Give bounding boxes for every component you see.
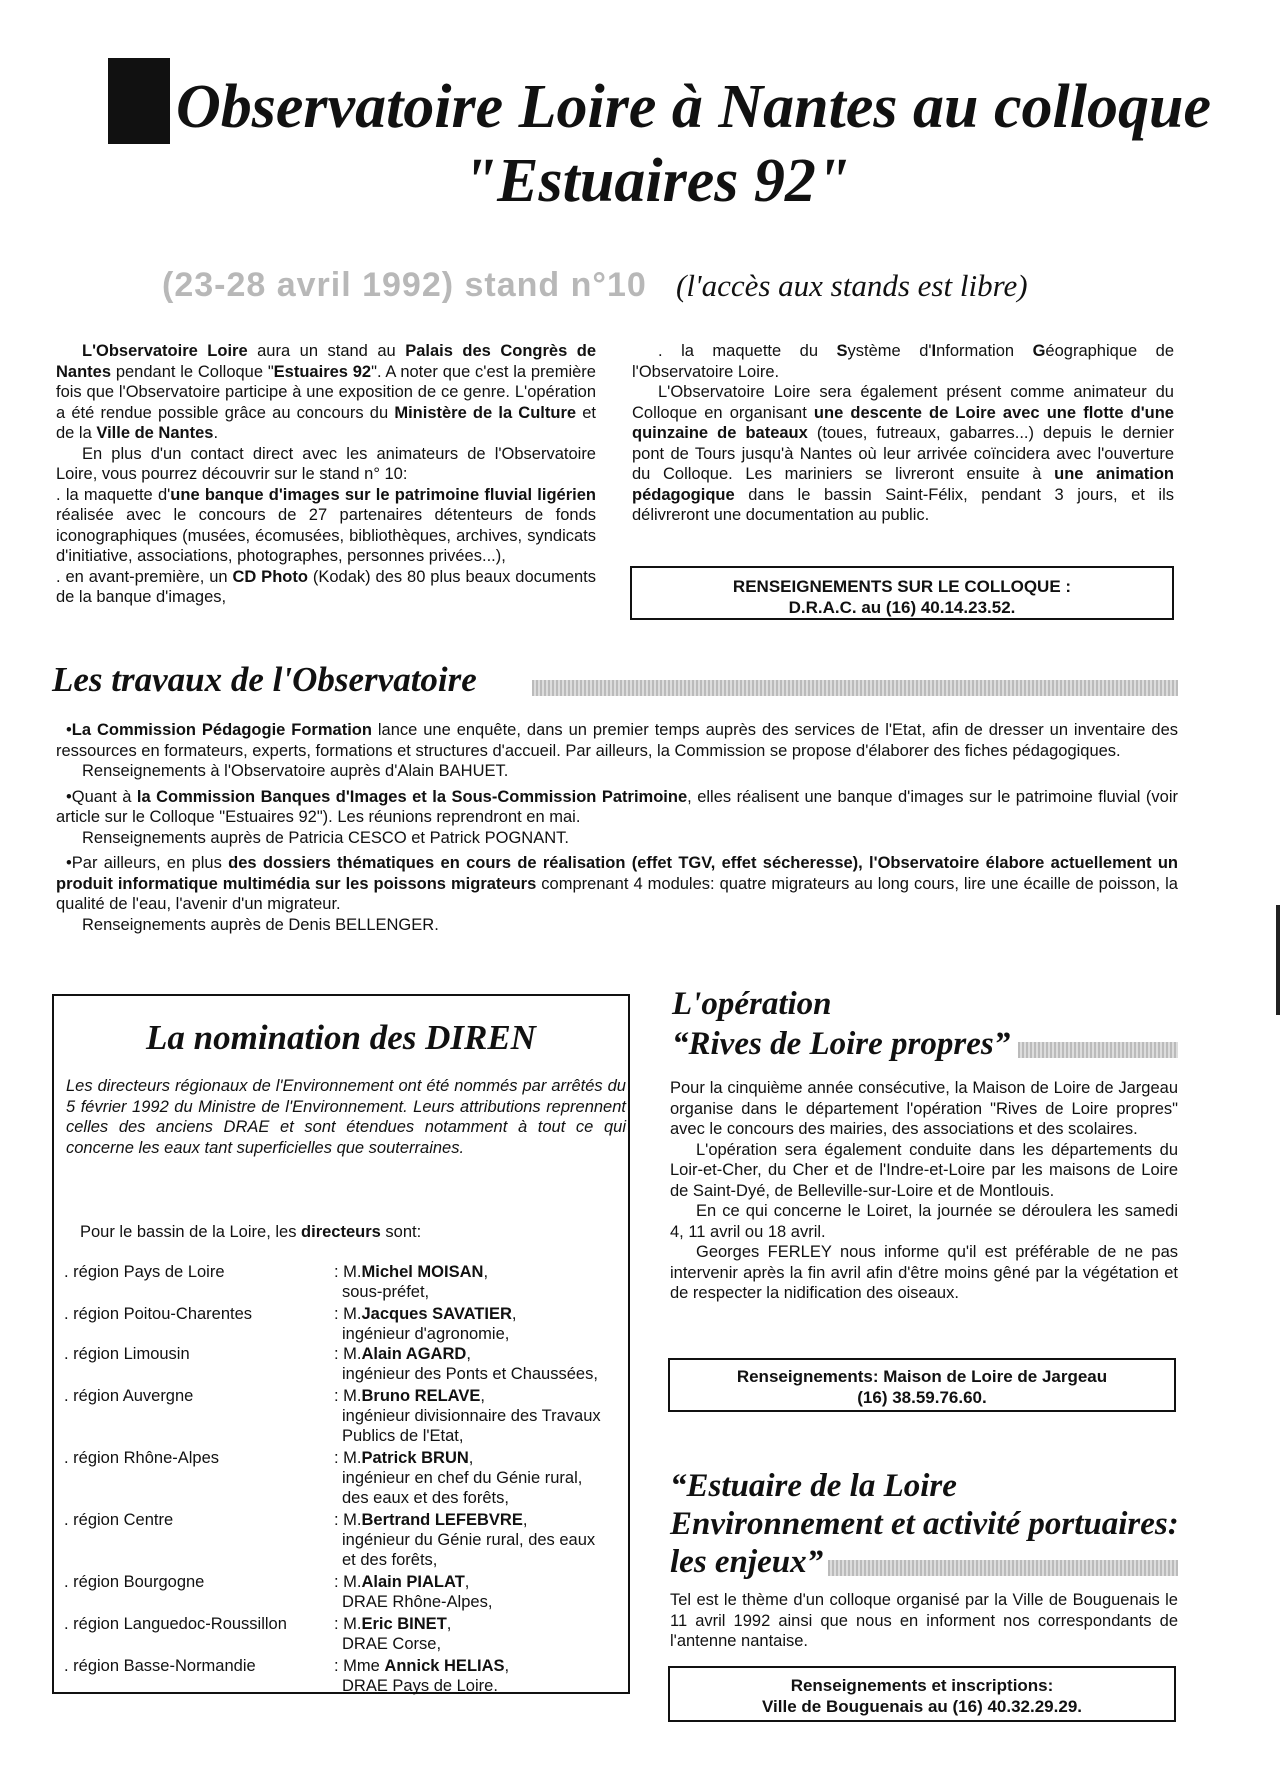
rives-info-box: Renseignements: Maison de Loire de Jargeau (16) 38.59.76.60. [668,1358,1176,1412]
rives-paragraph-1: Pour la cinquième année consécutive, la Maison de Loire de Jargeau organise dans le département l'opération "Rives de Loire propres" avec le concours des mairies, des associations et des scolaires. [670,1079,1178,1138]
access-note: (l'accès aux stands est libre) [676,268,1028,303]
director-role: DRAE Rhône-Alpes, [342,1593,493,1611]
intro-right-paragraph-2: L'Observatoire Loire sera également présent comme animateur du Colloque en organisant une descente de Loire avec une flotte d'une quinzaine de bateaux (toues, futreaux, gabarres...) depuis le dernier pont de Tours jusqu'à Nantes où leur arrivée coïncidera avec l'ouverture du Colloque. Les mariniers se livreront ensuite à une animation pédagogique dans le bassin Saint-Félix, pendant 3 jours, et ils délivreront une documentation au public. [632,383,1175,524]
director-name: Bruno RELAVE [361,1387,481,1405]
director-entry: : M.Bruno RELAVE, ingénieur divisionnaire des Travaux Publics de l'Etat, [334,1386,634,1446]
director-region: . région Basse-Normandie [64,1657,256,1675]
director-role: sous-préfet, [342,1283,430,1301]
director-region: . région Auvergne [64,1387,194,1405]
travaux-item-2-contact: Renseignements auprès de Patricia CESCO et Patrick POGNANT. [82,828,569,847]
travaux-heading: Les travaux de l'Observatoire [52,660,477,699]
rives-paragraph-3: En ce qui concerne le Loiret, la journée se déroulera les samedi 4, 11 avril ou 18 avril. [670,1202,1178,1241]
diren-heading: La nomination des DIREN [146,1018,536,1057]
diren-intro: Les directeurs régionaux de l'Environnement ont été nommés par arrêtés du 5 février 1992 du Ministre de l'Environnement. Leurs attributions reprennent celles des anciens DRAE et sont étendues notamment à tout ce qui concerne les eaux tant superficielles que souterraines. [66,1077,626,1157]
rives-body [670,1078,1178,1304]
travaux-heading-rule [532,680,1178,696]
director-region: . région Languedoc-Roussillon [64,1615,287,1633]
scan-edge-mark [1276,905,1280,1015]
estuaire-info-box: Renseignements et inscriptions: Ville de Bouguenais au (16) 40.32.29.29. [668,1666,1176,1722]
estuaire-heading-rule [828,1560,1178,1576]
travaux-item-1-contact: Renseignements à l'Observatoire auprès d'Alain BAHUET. [82,762,509,780]
director-entry: : M.Alain PIALAT, DRAE Rhône-Alpes, [334,1572,634,1612]
director-entry: : M.Patrick BRUN, ingénieur en chef du Génie rural, des eaux et des forêts, [334,1448,634,1508]
travaux-item-1: •La Commission Pédagogie Formation lance une enquête, dans un premier temps auprès des services de l'Etat, afin de dresser un inventaire des ressources en formateurs, experts, formations et structures d'accueil. Par ailleurs, la Commission se propose d'élaborer des fiches pédagogiques. [56,721,1178,760]
director-entry: : M.Bertrand LEFEBVRE, ingénieur du Génie rural, des eaux et des forêts, [334,1510,634,1570]
intro-org: L'Observatoire Loire [82,342,248,360]
intro-right-column [632,341,1174,526]
drop-cap-l [108,58,170,144]
intro-right-paragraph-1: . la maquette du Système d'Information Géographique de l'Observatoire Loire. [632,342,1175,381]
estuaire-heading-line1: “Estuaire de la Loire [670,1468,957,1504]
intro-paragraph-3: . la maquette d'une banque d'images sur le patrimoine fluvial ligérien réalisée avec le concours de 27 partenaires détenteurs de fonds iconographiques (musées, écomusées, bibliothèques, archives, syndicats d'initiative, associations, photographes, personnes privées...), [56,485,596,565]
director-role: DRAE Corse, [342,1635,442,1653]
director-name: Patrick BRUN [361,1449,469,1467]
director-name: Annick HELIAS [384,1657,505,1675]
travaux-item-2: •Quant à la Commission Banques d'Images et la Sous-Commission Patrimoine, elles réalisent une banque d'images sur le patrimoine fluvial (voir article sur le Colloque "Estuaires 92"). Les réunions reprendront en mai. [56,787,1178,826]
article-title-line1: Observatoire Loire à Nantes au colloque [176,73,1211,141]
intro-left-column: L'Observatoire Loire aura un stand au Palais des Congrès de Nantes pendant le Colloque "Estuaires 92". A noter que c'est la première fois que l'Observatoire participe à une exposition de ce genre. L'opération a été rendue possible grâce au concours du Ministère de la Culture et de la Ville de Nantes. En plus d'un contact direct avec les animateurs de l'Observatoire Loire, vous pourrez découvrir sur le stand n° 10: . la maquette d'une banque d'images sur le patrimoine fluvial ligérien réalisée avec le concours de 27 partenaires détenteurs de fonds iconographiques (musées, écomusées, bibliothèques, archives, syndicats d'initiative, associations, photographes, personnes privées...), . en avant-première, un CD Photo (Kodak) des 80 plus beaux documents de la banque d'images, [56,342,597,606]
intro-paragraph-2: En plus d'un contact direct avec les animateurs de l'Observatoire Loire, vous pourrez découvrir sur le stand n° 10: [56,444,596,483]
director-name: Eric BINET [361,1615,447,1633]
estuaire-body: Tel est le thème d'un colloque organisé par la Ville de Bouguenais le 11 avril 1992 ainsi que nous en informent nos correspondants de l'antenne nantaise. [670,1591,1178,1650]
travaux-body [56,720,1178,935]
travaux-item-3: •Par ailleurs, en plus des dossiers thématiques en cours de réalisation (effet TGV, effet sécheresse), l'Observatoire élabore actuellement un produit informatique multimédia sur les poissons migrateurs comprenant 4 modules: quatre migrateurs au long cours, lire une écaille de poisson, la qualité de l'eau, l'avenir d'un migrateur. [56,854,1178,913]
director-entry: : Mme Annick HELIAS, DRAE Pays de Loire. [334,1656,634,1696]
rives-heading-line1: L'opération [672,986,832,1022]
director-region: . région Poitou-Charentes [64,1305,253,1323]
director-region: . région Limousin [64,1345,190,1363]
event-dates: (23-28 avril 1992) stand n°10 [162,266,647,304]
director-region: . région Bourgogne [64,1573,205,1591]
rives-paragraph-2: L'opération sera également conduite dans les départements du Loir-et-Cher, du Cher et de l'Indre-et-Loire par les maisons de Loire de Saint-Dyé, de Belleville-sur-Loire et de Montlouis. [670,1140,1178,1200]
rives-heading-rule [1018,1042,1178,1058]
director-role: DRAE Pays de Loire. [342,1677,498,1695]
rives-paragraph-4: Georges FERLEY nous informe qu'il est préférable de ne pas intervenir après la fin avril afin d'être moins gêné par la végétation et de respecter la nidification des oiseaux. [670,1243,1178,1302]
director-name: Jacques SAVATIER [361,1305,512,1323]
director-region: . région Pays de Loire [64,1263,225,1281]
director-role: ingénieur du Génie rural, des eaux et des forêts, [342,1531,596,1569]
director-name: Bertrand LEFEBVRE [361,1511,523,1529]
director-region: . région Centre [64,1511,174,1529]
director-name: Michel MOISAN [361,1263,484,1281]
director-entry: : M.Jacques SAVATIER, ingénieur d'agronomie, [334,1304,634,1344]
director-role: ingénieur divisionnaire des Travaux Publics de l'Etat, [342,1407,601,1445]
diren-lead: Pour le bassin de la Loire, les directeurs sont: [80,1223,422,1241]
director-name: Alain PIALAT [361,1573,465,1591]
director-entry: : M.Michel MOISAN, sous-préfet, [334,1262,634,1302]
director-entry: : M.Alain AGARD, ingénieur des Ponts et Chaussées, [334,1344,634,1384]
rives-heading-line2: “Rives de Loire propres” [672,1026,1011,1062]
director-role: ingénieur en chef du Génie rural, des eaux et des forêts, [342,1469,583,1507]
director-role: ingénieur d'agronomie, [342,1325,510,1343]
colloque-info-box: RENSEIGNEMENTS SUR LE COLLOQUE : D.R.A.C. au (16) 40.14.23.52. [630,566,1174,620]
travaux-item-3-contact: Renseignements auprès de Denis BELLENGER. [82,915,439,934]
director-role: ingénieur des Ponts et Chaussées, [342,1365,598,1383]
estuaire-heading-line2: Environnement et activité portuaires: [670,1506,1179,1542]
article-title-line2: "Estuaires 92" [462,147,851,215]
director-region: . région Rhône-Alpes [64,1449,220,1467]
director-name: Alain AGARD [361,1345,467,1363]
estuaire-heading-line3: les enjeux” [670,1544,824,1580]
director-entry: : M.Eric BINET, DRAE Corse, [334,1614,634,1654]
intro-paragraph-4: . en avant-première, un CD Photo (Kodak) des 80 plus beaux documents de la banque d'images, [56,567,597,606]
